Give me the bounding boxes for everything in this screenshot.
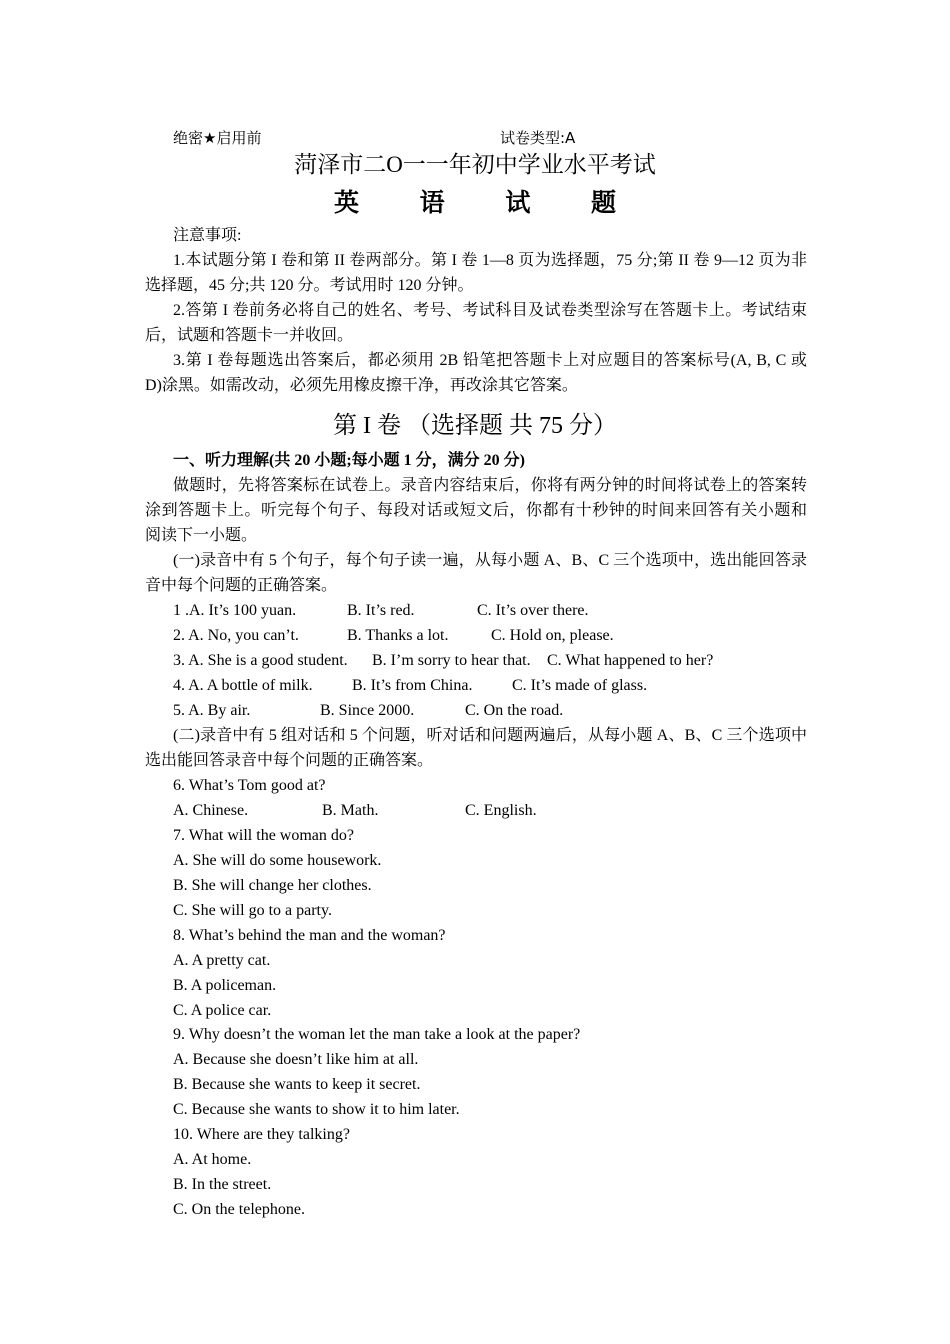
question-9-option-a: A. Because she doesn’t like him at all. <box>173 1051 419 1068</box>
question-3-option-a: 3. A. She is a good student. <box>173 652 348 669</box>
note-3-line-2: D)涂黑。如需改动，必须先用橡皮擦干净，再改涂其它答案。 <box>145 377 578 394</box>
section-1-title: 第 I 卷 （选择题 共 75 分） <box>333 413 617 439</box>
question-5-option-b: B. Since 2000. <box>320 702 415 719</box>
question-8-option-c: C. A police car. <box>173 1002 272 1019</box>
question-10-option-a: A. At home. <box>173 1151 252 1168</box>
question-4-option-c: C. It’s made of glass. <box>512 677 648 694</box>
question-3 <box>173 648 807 673</box>
question-9-option-b: B. Because she wants to keep it secret. <box>173 1076 421 1093</box>
note-3-line-1: 3.第 I 卷每题选出答案后，都必须用 2B 铅笔把答题卡上对应题目的答案标号(A, B, C 或 <box>173 352 807 369</box>
question-7-option-c: C. She will go to a party. <box>173 902 332 919</box>
question-6-option-b: B. Math. <box>322 802 379 819</box>
question-7-stem: 7. What will the woman do? <box>173 827 354 844</box>
notes-heading: 注意事项: <box>173 227 242 244</box>
question-7-option-a: A. She will do some housework. <box>173 852 382 869</box>
sub-part-2-line-1: (二)录音中有 5 组对话和 5 个问题，听对话和问题两遍后，从每小题 A、B、C 三个选项中 <box>173 727 807 744</box>
question-8-option-b: B. A policeman. <box>173 977 277 994</box>
question-6-options <box>173 798 807 823</box>
exam-title: 菏泽市二O一一年初中学业水平考试 <box>294 152 656 177</box>
question-1-option-a: 1 .A. It’s 100 yuan. <box>173 602 297 619</box>
question-3-option-b: B. I’m sorry to hear that. <box>372 652 531 669</box>
question-10-option-b: B. In the street. <box>173 1176 272 1193</box>
question-1-option-c: C. It’s over there. <box>477 602 589 619</box>
question-4-option-b: B. It’s from China. <box>352 677 473 694</box>
listening-intro-line-2: 涂到答题卡上。听完每个句子、每段对话或短文后，你都有十秒钟的时间来回答有关小题和 <box>145 502 807 519</box>
question-1 <box>173 598 807 623</box>
question-1-option-b: B. It’s red. <box>347 602 415 619</box>
question-4-option-a: 4. A. A bottle of milk. <box>173 677 313 694</box>
question-8-stem: 8. What’s behind the man and the woman? <box>173 927 446 944</box>
question-2 <box>173 623 807 648</box>
listening-heading: 一、听力理解(共 20 小题;每小题 1 分，满分 20 分) <box>173 452 525 469</box>
question-7-option-b: B. She will change her clothes. <box>173 877 372 894</box>
question-5-option-c: C. On the road. <box>465 702 564 719</box>
question-2-option-b: B. Thanks a lot. <box>347 627 449 644</box>
confidential-label: 绝密★启用前 <box>173 129 262 147</box>
question-4 <box>173 673 807 698</box>
note-2-line-2: 后，试题和答题卡一并收回。 <box>145 327 354 344</box>
question-8-option-a: A. A pretty cat. <box>173 952 271 969</box>
question-9-option-c: C. Because she wants to show it to him later. <box>173 1101 460 1118</box>
question-6-option-a: A. Chinese. <box>173 802 249 819</box>
question-9-stem: 9. Why doesn’t the woman let the man take a look at the paper? <box>173 1026 581 1043</box>
question-6-stem: 6. What’s Tom good at? <box>173 777 326 794</box>
note-2-line-1: 2.答第 I 卷前务必将自己的姓名、考号、考试科目及试卷类型涂写在答题卡上。考试结束 <box>173 302 807 319</box>
paper-type-label: 试卷类型:A <box>500 129 576 147</box>
question-3-option-c: C. What happened to her? <box>547 652 714 669</box>
sub-part-2-line-2: 选出能回答录音中每个问题的正确答案。 <box>145 752 434 769</box>
sub-part-1-line-2: 音中每个问题的正确答案。 <box>145 577 338 594</box>
question-10-option-c: C. On the telephone. <box>173 1201 305 1218</box>
sub-part-1-line-1: (一)录音中有 5 个句子，每个句子读一遍，从每小题 A、B、C 三个选项中，选出能回答录 <box>173 552 807 569</box>
question-6-option-c: C. English. <box>465 802 537 819</box>
listening-intro-line-3: 阅读下一小题。 <box>145 527 258 544</box>
note-1-line-1: 1.本试题分第 I 卷和第 II 卷两部分。第 I 卷 1—8 页为选择题，75 分;第 II 卷 9—12 页为非 <box>173 252 807 269</box>
question-5-option-a: 5. A. By air. <box>173 702 251 719</box>
question-5 <box>173 698 807 723</box>
question-10-stem: 10. Where are they talking? <box>173 1126 350 1143</box>
listening-intro-line-1: 做题时，先将答案标在试卷上。录音内容结束后，你将有两分钟的时间将试卷上的答案转 <box>173 477 807 494</box>
subject-title: 英 语 试 题 <box>333 188 643 217</box>
question-2-option-a: 2. A. No, you can’t. <box>173 627 299 644</box>
question-2-option-c: C. Hold on, please. <box>491 627 614 644</box>
note-1-line-2: 选择题，45 分;共 120 分。考试用时 120 分钟。 <box>145 277 474 294</box>
